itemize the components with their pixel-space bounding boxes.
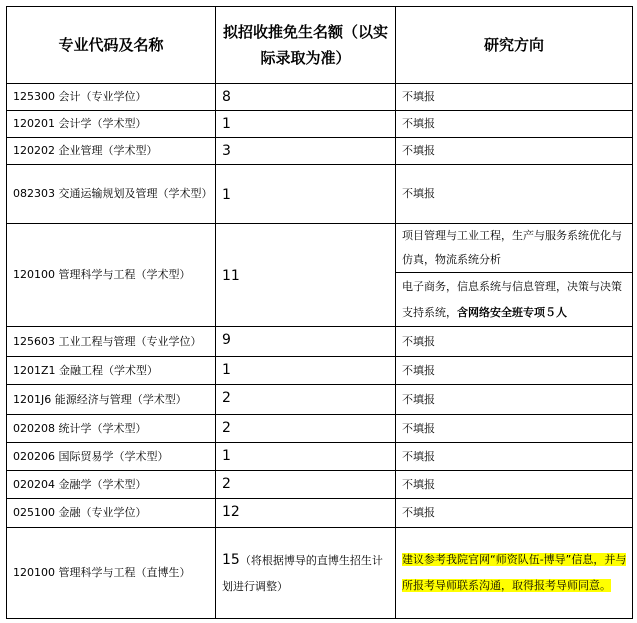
direction-cell: 不填报 bbox=[396, 471, 633, 499]
admission-quota-table bbox=[6, 6, 633, 619]
direction-cell: 不填报 bbox=[396, 357, 633, 385]
direction-cell bbox=[396, 273, 633, 327]
highlighted-note: 建议参考我院官网“师资队伍-博导”信息，并与所报考导师联系沟通，取得报考导师同意。 bbox=[402, 553, 627, 592]
header-major: 专业代码及名称 bbox=[7, 7, 216, 84]
header-row bbox=[7, 7, 633, 84]
quota-cell: 1 bbox=[216, 357, 396, 385]
direction-text: 电子商务，信息系统与信息管理，决策与决策支持系统， bbox=[402, 279, 622, 319]
major-cell: 120202 企业管理（学术型） bbox=[7, 138, 216, 165]
header-quota: 拟招收推免生名额（以实际录取为准） bbox=[216, 7, 396, 84]
major-cell: 120100 管理科学与工程（直博生） bbox=[7, 528, 216, 619]
direction-cell: 不填报 bbox=[396, 84, 633, 111]
table-row bbox=[7, 138, 633, 165]
table-row bbox=[7, 499, 633, 528]
table-row bbox=[7, 357, 633, 385]
major-cell: 082303 交通运输规划及管理（学术型） bbox=[7, 165, 216, 224]
quota-cell: 2 bbox=[216, 471, 396, 499]
quota-cell: 9 bbox=[216, 327, 396, 357]
quota-cell: 11 bbox=[216, 224, 396, 327]
quota-value: 15 bbox=[222, 551, 240, 568]
major-cell: 125603 工业工程与管理（专业学位） bbox=[7, 327, 216, 357]
table-row bbox=[7, 224, 633, 273]
table-row bbox=[7, 165, 633, 224]
direction-cell: 不填报 bbox=[396, 138, 633, 165]
direction-cell: 不填报 bbox=[396, 385, 633, 415]
major-cell: 020206 国际贸易学（学术型） bbox=[7, 443, 216, 471]
direction-cell: 不填报 bbox=[396, 499, 633, 528]
major-cell: 020204 金融学（学术型） bbox=[7, 471, 216, 499]
table-row bbox=[7, 84, 633, 111]
quota-cell: 2 bbox=[216, 385, 396, 415]
direction-cell bbox=[396, 528, 633, 619]
quota-cell: 8 bbox=[216, 84, 396, 111]
header-direction: 研究方向 bbox=[396, 7, 633, 84]
table-row bbox=[7, 415, 633, 443]
direction-cell: 不填报 bbox=[396, 165, 633, 224]
quota-cell: 3 bbox=[216, 138, 396, 165]
direction-cell: 不填报 bbox=[396, 111, 633, 138]
direction-bold-note: 含网络安全班专项５人 bbox=[457, 305, 567, 319]
quota-note: （将根据博导的直博生招生计划进行调整） bbox=[222, 553, 383, 593]
table-row bbox=[7, 528, 633, 619]
table-row bbox=[7, 385, 633, 415]
table-row bbox=[7, 443, 633, 471]
direction-cell: 不填报 bbox=[396, 415, 633, 443]
quota-cell: 1 bbox=[216, 443, 396, 471]
major-cell: 1201Z1 金融工程（学术型） bbox=[7, 357, 216, 385]
major-cell: 1201J6 能源经济与管理（学术型） bbox=[7, 385, 216, 415]
quota-cell: 1 bbox=[216, 111, 396, 138]
major-cell: 125300 会计（专业学位） bbox=[7, 84, 216, 111]
quota-cell: 2 bbox=[216, 415, 396, 443]
quota-cell: 1 bbox=[216, 165, 396, 224]
quota-cell: 12 bbox=[216, 499, 396, 528]
direction-cell: 项目管理与工业工程，生产与服务系统优化与仿真，物流系统分析 bbox=[396, 224, 633, 273]
table-row bbox=[7, 471, 633, 499]
major-cell: 025100 金融（专业学位） bbox=[7, 499, 216, 528]
major-cell: 120100 管理科学与工程（学术型） bbox=[7, 224, 216, 327]
table-row bbox=[7, 327, 633, 357]
direction-cell: 不填报 bbox=[396, 443, 633, 471]
table-row bbox=[7, 111, 633, 138]
major-cell: 120201 会计学（学术型） bbox=[7, 111, 216, 138]
direction-cell: 不填报 bbox=[396, 327, 633, 357]
major-cell: 020208 统计学（学术型） bbox=[7, 415, 216, 443]
quota-cell bbox=[216, 528, 396, 619]
